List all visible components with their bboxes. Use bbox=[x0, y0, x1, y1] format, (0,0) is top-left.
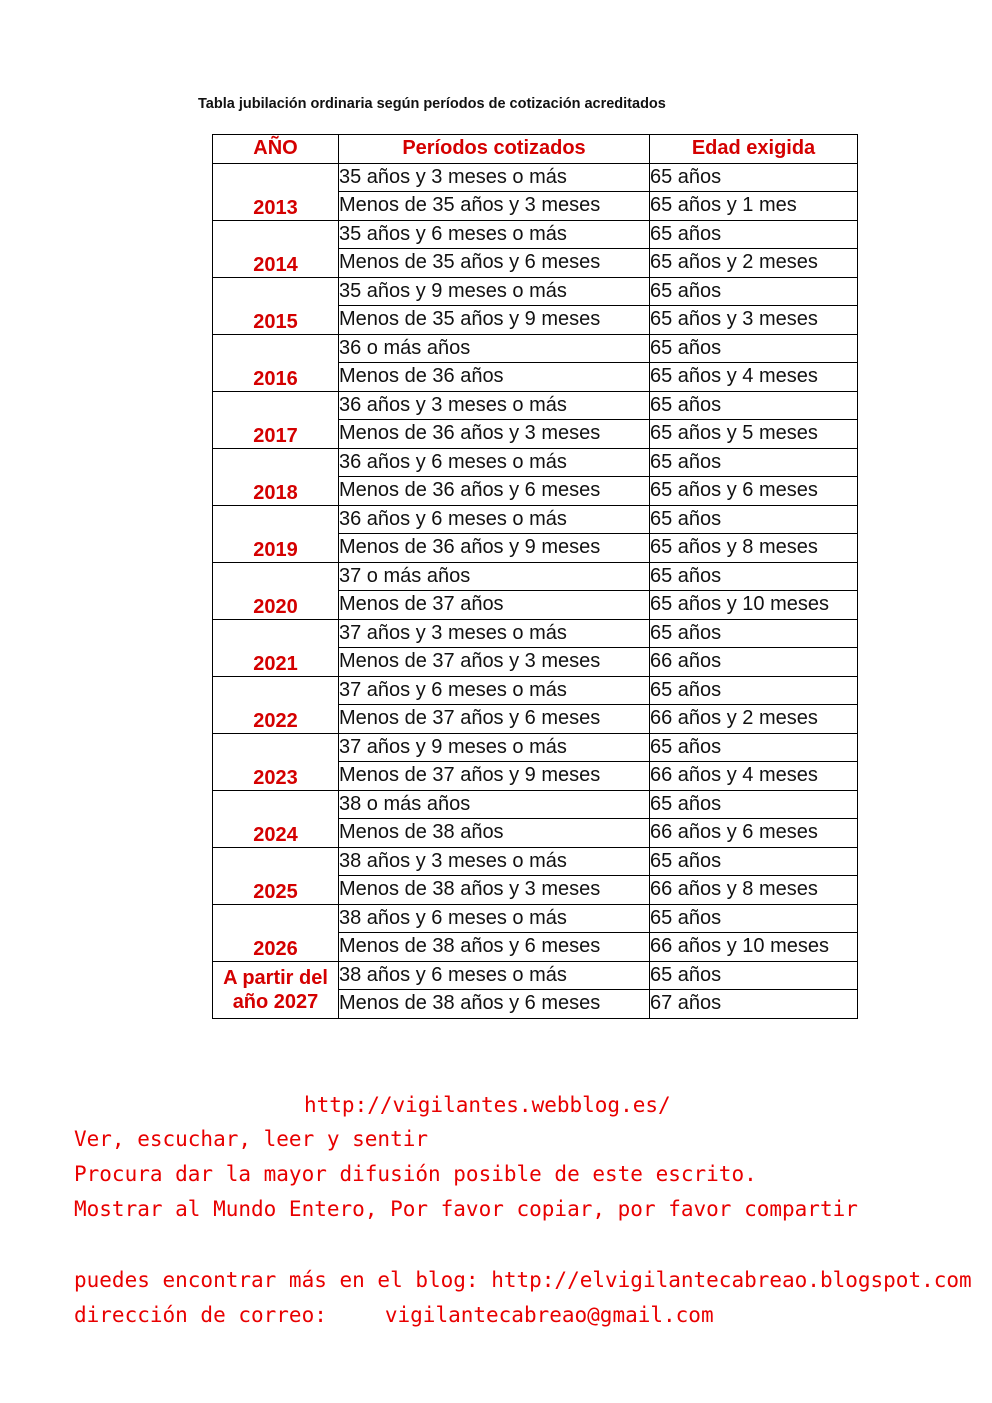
period-cell: 36 años y 3 meses o más bbox=[339, 391, 650, 420]
period-cell: 38 años y 6 meses o más bbox=[339, 904, 650, 933]
table-row bbox=[213, 733, 858, 762]
age-cell: 65 años bbox=[650, 391, 858, 420]
age-cell: 65 años y 6 meses bbox=[650, 477, 858, 506]
table-row bbox=[213, 676, 858, 705]
period-cell: Menos de 37 años y 6 meses bbox=[339, 705, 650, 734]
table-row bbox=[213, 334, 858, 363]
page-title: Tabla jubilación ordinaria según períodos de cotización acreditados bbox=[198, 96, 666, 112]
period-cell: Menos de 36 años bbox=[339, 363, 650, 392]
age-cell: 66 años y 4 meses bbox=[650, 762, 858, 791]
period-cell: 36 años y 6 meses o más bbox=[339, 448, 650, 477]
age-cell: 65 años y 2 meses bbox=[650, 249, 858, 278]
age-cell: 65 años y 5 meses bbox=[650, 420, 858, 449]
age-cell: 65 años bbox=[650, 847, 858, 876]
period-cell: Menos de 37 años y 9 meses bbox=[339, 762, 650, 791]
period-cell: 36 años y 6 meses o más bbox=[339, 505, 650, 534]
age-cell: 65 años y 1 mes bbox=[650, 192, 858, 221]
age-cell: 66 años bbox=[650, 648, 858, 677]
year-cell: 2020 bbox=[213, 562, 339, 619]
year-cell: 2013 bbox=[213, 163, 339, 220]
blog-link-line[interactable]: puedes encontrar más en el blog: http://elvigilantecabreao.blogspot.com bbox=[74, 1268, 972, 1292]
table-row bbox=[213, 391, 858, 420]
age-cell: 65 años y 10 meses bbox=[650, 591, 858, 620]
period-cell: Menos de 35 años y 9 meses bbox=[339, 306, 650, 335]
year-cell: 2023 bbox=[213, 733, 339, 790]
period-cell: Menos de 38 años y 6 meses bbox=[339, 933, 650, 962]
table-row bbox=[213, 163, 858, 192]
year-cell: 2018 bbox=[213, 448, 339, 505]
period-cell: 37 años y 3 meses o más bbox=[339, 619, 650, 648]
period-cell: Menos de 38 años y 3 meses bbox=[339, 876, 650, 905]
table-row bbox=[213, 847, 858, 876]
table-header-row bbox=[213, 135, 858, 164]
age-cell: 65 años bbox=[650, 448, 858, 477]
period-cell: 37 o más años bbox=[339, 562, 650, 591]
age-cell: 65 años bbox=[650, 790, 858, 819]
year-cell: 2017 bbox=[213, 391, 339, 448]
period-cell: Menos de 37 años bbox=[339, 591, 650, 620]
table-row bbox=[213, 619, 858, 648]
email-address-link[interactable]: vigilantecabreao@gmail.com bbox=[384, 1303, 714, 1327]
age-cell: 65 años bbox=[650, 961, 858, 990]
period-cell: Menos de 36 años y 9 meses bbox=[339, 534, 650, 563]
email-label: dirección de correo: bbox=[74, 1303, 327, 1327]
age-cell: 65 años y 3 meses bbox=[650, 306, 858, 335]
column-header-periods: Períodos cotizados bbox=[339, 135, 650, 164]
age-cell: 65 años bbox=[650, 619, 858, 648]
year-cell: 2026 bbox=[213, 904, 339, 961]
year-cell: 2014 bbox=[213, 220, 339, 277]
column-header-age: Edad exigida bbox=[650, 135, 858, 164]
age-cell: 65 años bbox=[650, 676, 858, 705]
period-cell: Menos de 38 años bbox=[339, 819, 650, 848]
table-row bbox=[213, 448, 858, 477]
blog-url-link[interactable]: http://vigilantes.webblog.es/ bbox=[304, 1093, 671, 1117]
year-cell: 2021 bbox=[213, 619, 339, 676]
year-cell: 2016 bbox=[213, 334, 339, 391]
table-row bbox=[213, 220, 858, 249]
period-cell: Menos de 35 años y 6 meses bbox=[339, 249, 650, 278]
table-row bbox=[213, 904, 858, 933]
age-cell: 65 años y 8 meses bbox=[650, 534, 858, 563]
age-cell: 66 años y 2 meses bbox=[650, 705, 858, 734]
table-row bbox=[213, 562, 858, 591]
age-cell: 65 años bbox=[650, 904, 858, 933]
age-cell: 65 años bbox=[650, 562, 858, 591]
year-cell: 2024 bbox=[213, 790, 339, 847]
year-cell: 2015 bbox=[213, 277, 339, 334]
period-cell: Menos de 38 años y 6 meses bbox=[339, 990, 650, 1019]
age-cell: 65 años y 4 meses bbox=[650, 363, 858, 392]
table-row bbox=[213, 505, 858, 534]
period-cell: 37 años y 9 meses o más bbox=[339, 733, 650, 762]
period-cell: 38 años y 6 meses o más bbox=[339, 961, 650, 990]
column-header-year: AÑO bbox=[213, 135, 339, 164]
year-cell bbox=[213, 961, 339, 1018]
age-cell: 65 años bbox=[650, 334, 858, 363]
period-cell: Menos de 36 años y 3 meses bbox=[339, 420, 650, 449]
age-cell: 65 años bbox=[650, 277, 858, 306]
email-line bbox=[74, 1303, 714, 1327]
table-row bbox=[213, 277, 858, 306]
age-cell: 66 años y 6 meses bbox=[650, 819, 858, 848]
age-cell: 67 años bbox=[650, 990, 858, 1019]
period-cell: 35 años y 6 meses o más bbox=[339, 220, 650, 249]
year-cell: 2022 bbox=[213, 676, 339, 733]
year-label-line-1: A partir del bbox=[223, 966, 328, 989]
age-cell: 66 años y 8 meses bbox=[650, 876, 858, 905]
year-cell: 2019 bbox=[213, 505, 339, 562]
footer-line-2: Procura dar la mayor difusión posible de este escrito. bbox=[74, 1162, 757, 1186]
retirement-table bbox=[212, 134, 858, 1019]
table-row bbox=[213, 961, 858, 990]
age-cell: 65 años bbox=[650, 220, 858, 249]
table-row bbox=[213, 790, 858, 819]
footer-line-3: Mostrar al Mundo Entero, Por favor copiar, por favor compartir bbox=[74, 1197, 858, 1221]
age-cell: 65 años bbox=[650, 163, 858, 192]
table-body bbox=[213, 163, 858, 1018]
footer-line-1: Ver, escuchar, leer y sentir bbox=[74, 1127, 429, 1151]
period-cell: 36 o más años bbox=[339, 334, 650, 363]
period-cell: 35 años y 9 meses o más bbox=[339, 277, 650, 306]
period-cell: 37 años y 6 meses o más bbox=[339, 676, 650, 705]
year-label-line-2: año 2027 bbox=[232, 990, 319, 1013]
period-cell: 38 años y 3 meses o más bbox=[339, 847, 650, 876]
age-cell: 66 años y 10 meses bbox=[650, 933, 858, 962]
year-cell: 2025 bbox=[213, 847, 339, 904]
age-cell: 65 años bbox=[650, 733, 858, 762]
period-cell: Menos de 36 años y 6 meses bbox=[339, 477, 650, 506]
age-cell: 65 años bbox=[650, 505, 858, 534]
period-cell: 38 o más años bbox=[339, 790, 650, 819]
period-cell: Menos de 35 años y 3 meses bbox=[339, 192, 650, 221]
period-cell: 35 años y 3 meses o más bbox=[339, 163, 650, 192]
period-cell: Menos de 37 años y 3 meses bbox=[339, 648, 650, 677]
